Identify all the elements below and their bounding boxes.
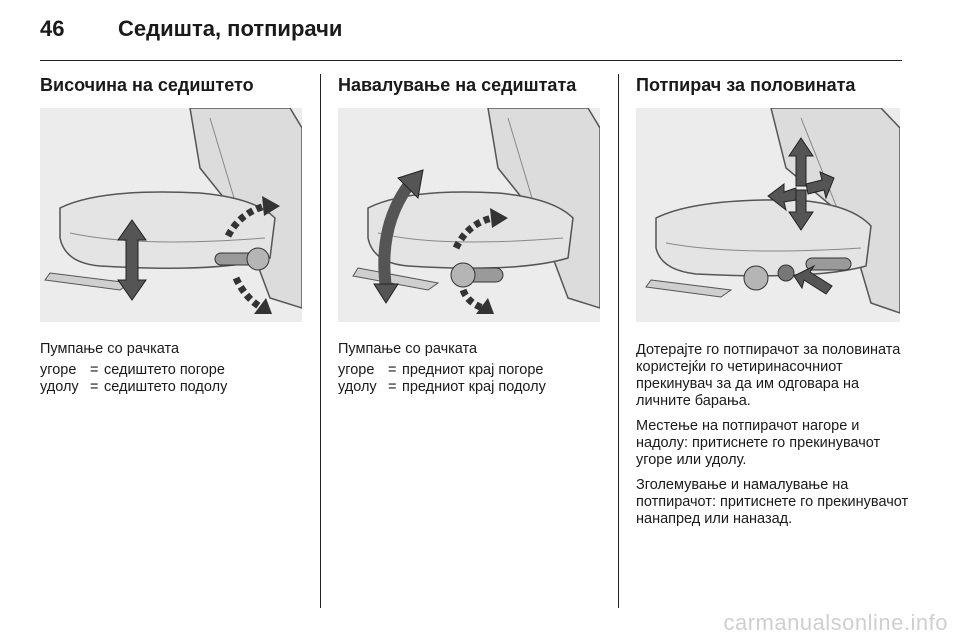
section-seat-height — [40, 70, 305, 396]
instruction-eq: = — [388, 362, 397, 378]
instruction-value: предниот крај подолу — [402, 379, 546, 395]
section-caption: Пумпање со рачката — [40, 341, 180, 357]
instruction-list — [40, 362, 305, 396]
lumbar-support-illustration — [636, 108, 900, 322]
instruction-key: удолу — [338, 379, 377, 395]
instruction-list — [338, 362, 603, 396]
instruction-eq: = — [388, 379, 397, 395]
instruction-value: седиштето подолу — [104, 379, 228, 395]
instruction-value: седиштето погоре — [104, 362, 225, 378]
chapter-title: Седишта, потпирачи — [118, 16, 343, 41]
instruction-eq: = — [90, 362, 99, 378]
seat-height-illustration — [40, 108, 302, 322]
paragraph-group — [636, 342, 911, 528]
page-header — [40, 16, 902, 56]
section-lumbar-support — [636, 70, 911, 536]
column-divider — [618, 74, 619, 608]
instruction-row — [338, 379, 603, 396]
instruction-key: угоре — [338, 362, 375, 378]
section-title: Височина на седиштето — [40, 75, 254, 95]
body-paragraph: Зголемување и намалување на потпирачот: притиснете го прекинувачот нанапред или наназад. — [636, 477, 909, 527]
seat-tilt-illustration — [338, 108, 600, 322]
instruction-row — [40, 379, 305, 396]
column-divider — [320, 74, 321, 608]
instruction-row — [338, 362, 603, 379]
section-title: Навалување на седиштата — [338, 75, 577, 95]
instruction-value: предниот крај погоре — [402, 362, 544, 378]
instruction-eq: = — [90, 379, 99, 395]
instruction-key: угоре — [40, 362, 77, 378]
header-rule — [40, 60, 902, 61]
page-number: 46 — [40, 16, 65, 41]
section-seat-tilt — [338, 70, 603, 396]
instruction-key: удолу — [40, 379, 79, 395]
body-paragraph: Местење на потпирачот нагоре и надолу: притиснете го прекинувачот угоре или удолу. — [636, 418, 881, 468]
instruction-row — [40, 362, 305, 379]
body-paragraph: Дотерајте го потпирачот за половината користејќи го четиринасочниот прекинувач за да им одговара на личните барања. — [636, 342, 901, 409]
section-caption: Пумпање со рачката — [338, 341, 478, 357]
section-title: Потпирач за половината — [636, 75, 856, 95]
watermark: carmanualsonline.info — [723, 610, 948, 635]
